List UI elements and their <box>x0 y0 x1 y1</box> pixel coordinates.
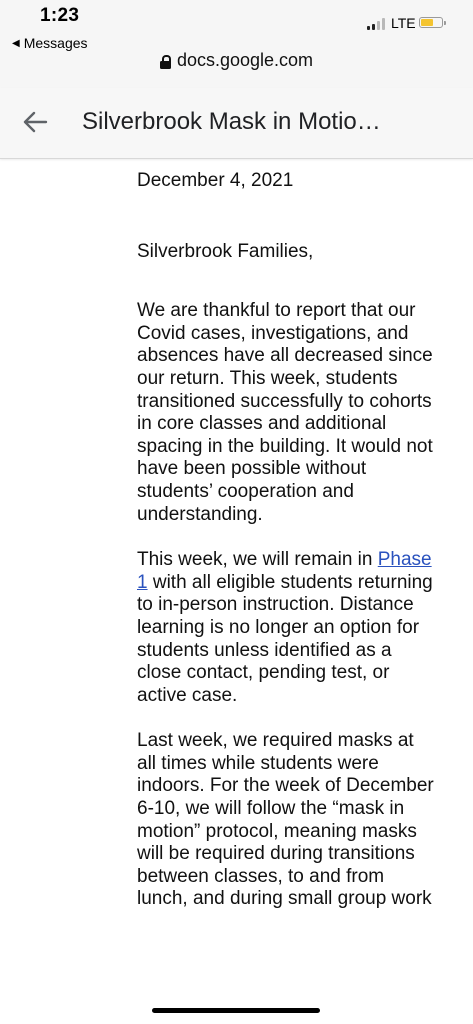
back-to-app-button[interactable] <box>12 35 88 51</box>
status-bar <box>0 0 473 88</box>
document-title: Silverbrook Mask in Motio… <box>82 108 381 135</box>
paragraph-2-text-after: with all eligible students returning to in-person instruction. Distance learning is no longer an option for students unless identified as a close contact, pending test, or active case. <box>137 571 433 706</box>
battery-icon <box>419 17 443 28</box>
back-triangle-icon: ◀ <box>12 37 20 49</box>
document-date: December 4, 2021 <box>137 170 294 191</box>
paragraph-1: We are thankful to report that our Covid cases, investigations, and absences have all decreased since our return. This week, students transitioned successfully to cohorts in core classes and additional spacing in the building. It would not have been possible without students’ cooperation and understanding. <box>137 300 433 525</box>
cellular-signal-icon <box>367 18 385 30</box>
back-arrow-icon[interactable] <box>22 108 48 136</box>
doc-header <box>0 88 473 159</box>
url-domain: docs.google.com <box>176 50 314 70</box>
document-greeting: Silverbrook Families, <box>137 240 314 262</box>
network-type: LTE <box>391 15 416 31</box>
paragraph-2 <box>137 549 437 707</box>
url-bar[interactable] <box>0 50 473 71</box>
clock: 1:23 <box>40 5 80 26</box>
home-indicator[interactable] <box>152 1008 320 1013</box>
paragraph-3: Last week, we required masks at all times while students were indoors. For the week of December 6-10, we will follow the “mask in motion” protocol, meaning masks will be required during transitions between classes, to and from lunch, and during small group work <box>137 730 434 910</box>
back-app-label: Messages <box>23 35 88 51</box>
document-body <box>137 170 437 934</box>
paragraph-2-text-before: This week, we will remain in <box>137 549 378 571</box>
lock-icon <box>160 55 171 69</box>
phase-1-link[interactable]: Phase 1 <box>137 549 432 593</box>
